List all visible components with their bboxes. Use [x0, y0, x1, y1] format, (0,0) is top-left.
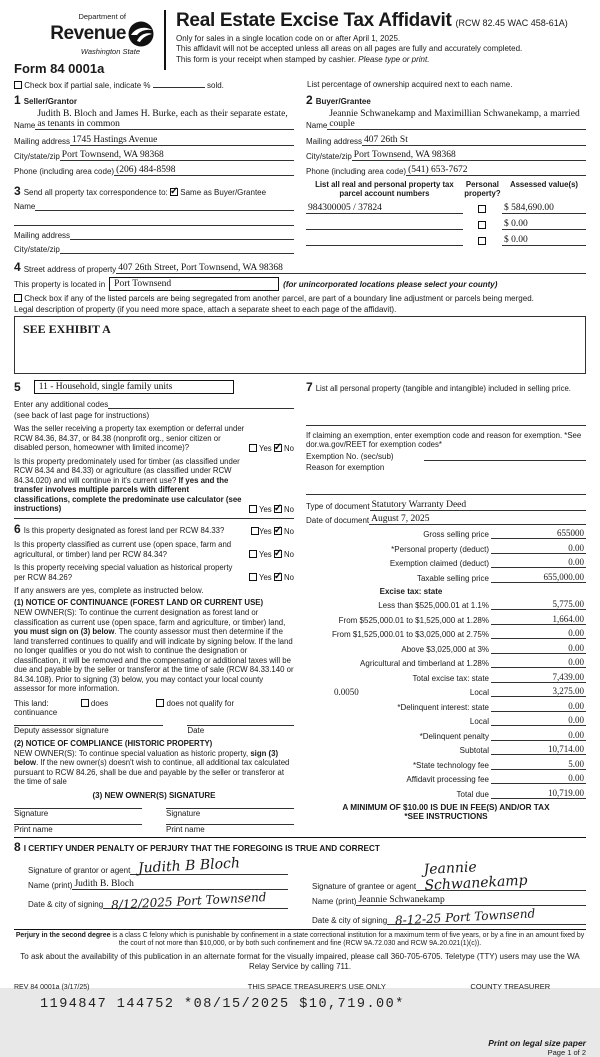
- header-note-1: Only for sales in a single location code on or after April 1, 2025.: [176, 33, 401, 43]
- total-due-input[interactable]: 10,719.00: [491, 788, 586, 799]
- personal-property-input[interactable]: [306, 425, 586, 426]
- s6-q2-no-checkbox[interactable]: [274, 550, 282, 558]
- affidavit-processing-fee-input[interactable]: 0.00: [491, 773, 586, 784]
- s6-question-2: Is this property classified as current use (open space, farm and agricultural, or timber) land per RCW 84.34?: [14, 540, 232, 559]
- does-checkbox[interactable]: [81, 699, 89, 707]
- subtotal-input[interactable]: 10,714.00: [491, 744, 586, 755]
- form-title: Real Estate Excise Tax Affidavit: [176, 10, 452, 31]
- seller-name-input[interactable]: Judith B. Bloch and James H. Burke, each as their separate estate, as tenants in common: [35, 109, 294, 130]
- grantee-signature-value: Jeannie Schwanekamp: [423, 858, 529, 894]
- form-header: [14, 8, 586, 76]
- treasurer-receipt-stamp: 1194847 144752 *08/15/2025 $10,719.00*: [40, 996, 405, 1012]
- section-seller: 1 Seller/Grantor Name Judith B. Bloch and James H. Burke, each as their separate estate, as tenants in common Mailing address 1745 Hastings Avenue City/state/zip Port Townsend, WA 98368 Phone (including area code) (206) 484-8598 3 Send all property tax correspondence to: ✓ Same as Buyer/Grantee Name Mailing address City/state/zip: [14, 93, 294, 254]
- land-qualify-row: This land: does does not qualify for: [14, 698, 235, 708]
- does-not-checkbox[interactable]: [156, 699, 164, 707]
- s5-q2-no-checkbox[interactable]: [274, 505, 282, 513]
- washington-state-label: Washington State: [80, 47, 140, 56]
- s5-question-2: Is this property predominately used for timber (as classified under RCW 84.34 and 84.33) or agriculture (as classified under RCW 84.34.020) and will continue in it's current use? If yes and the transfer involves multiple parcels with different classifications, complete the predominate use calculator (see instructions): [14, 456, 242, 513]
- legal-description-label: Legal description of property (if you need more space, attach a separate sheet to each page of the affidavit).: [14, 305, 397, 314]
- partial-sale-label: Check box if partial sale, indicate %: [24, 81, 151, 90]
- s6-question-1: 6 Is this property designated as forest land per RCW 84.33?: [14, 521, 225, 536]
- s6-q1-no-checkbox[interactable]: [274, 527, 282, 535]
- personal-property-deduct-input[interactable]: 0.00: [491, 543, 586, 554]
- tier4-tax-input[interactable]: 0.00: [491, 643, 586, 654]
- tier2-tax-input[interactable]: 1,664.00: [491, 614, 586, 625]
- document-date-input[interactable]: August 7, 2025: [369, 514, 586, 525]
- header-divider: [164, 10, 166, 70]
- header-note-2: This affidavit will not be accepted unless all areas on all pages are fully and accurately completed.: [176, 44, 523, 53]
- buyer-title: Buyer/Grantee: [315, 97, 371, 106]
- print-legal-note: Print on legal size paper: [488, 1037, 586, 1048]
- section-certify: 8 I CERTIFY UNDER PENALTY OF PERJURY THAT THE FOREGOING IS TRUE AND CORRECT: [14, 839, 380, 854]
- parcel-number-input[interactable]: [306, 237, 463, 246]
- grantee-date-city-input[interactable]: [387, 905, 586, 928]
- assessed-value-input[interactable]: $ 584,690.00: [502, 203, 586, 214]
- gross-selling-price-input[interactable]: 655000: [491, 528, 586, 539]
- delinquent-interest-local-input[interactable]: 0.00: [491, 715, 586, 726]
- state-technology-fee-input[interactable]: 5.00: [491, 759, 586, 770]
- same-as-buyer-checkbox[interactable]: [170, 188, 178, 196]
- land-use-code-select[interactable]: 11 - Household, single family units: [34, 380, 234, 394]
- s7-intro: 7 List all personal property (tangible and intangible) included in selling price.: [306, 380, 571, 394]
- partial-sale-row: Check box if partial sale, indicate % sold.: [14, 80, 293, 90]
- tier3-tax-input[interactable]: 0.00: [491, 628, 586, 639]
- delinquent-penalty-input[interactable]: 0.00: [491, 730, 586, 741]
- seller-phone-input[interactable]: (206) 484-8598: [114, 165, 294, 176]
- section-correspondence: 3 Send all property tax correspondence to: ✓ Same as Buyer/Grantee: [14, 184, 294, 198]
- rev-form-id: REV 84 0001a (3/17/25): [14, 983, 90, 991]
- s6-q1-yes-checkbox[interactable]: [251, 527, 259, 535]
- see-instructions-note: *SEE INSTRUCTIONS: [404, 811, 488, 821]
- assessed-value-input[interactable]: $ 0.00: [502, 235, 586, 246]
- grantor-signature-input[interactable]: [130, 854, 288, 877]
- parcel-table-header: List all real and personal property tax parcel account numbers Personal property? Assessed value(s): [315, 180, 579, 198]
- grantee-date-city-value: 8-12-25 Port Townsend: [394, 905, 536, 928]
- s5-question-1: Was the seller receiving a property tax exemption or deferral under RCW 84.36, 84.37, or 84.38 (nonprofit org., senior citizen or disabled person, homeowner with limited income)?: [14, 424, 245, 452]
- tier1-tax-input[interactable]: 5,775.00: [491, 599, 586, 610]
- seller-title: Seller/Grantor: [23, 97, 78, 106]
- s6-q2-yes-checkbox[interactable]: [249, 550, 257, 558]
- grantor-signature-value: Judith B Bloch: [137, 854, 241, 877]
- grantee-signature-input[interactable]: [416, 858, 586, 894]
- buyer-name-input[interactable]: Jeannie Schwanekamp and Maximillian Schwanekamp, a married couple: [327, 109, 586, 130]
- buyer-mailing-input[interactable]: 407 26th St: [362, 135, 586, 146]
- legal-description-value: SEE EXHIBIT A: [23, 322, 111, 336]
- grantor-date-city-input[interactable]: [103, 889, 288, 912]
- right-lower-column: 7 List all personal property (tangible and intangible) included in selling price. If claiming an exemption, enter exemption code and reason for exemption. *See dor.wa.gov/REET for exemption codes* Exemption No. (sec/sub) Reason for exemption Type of document Statutory Warranty Deed Date of document August 7, 2025 Gross selling price 655000 *Personal property (deduct) 0.00 Exemption claimed (deduct) 0.00 Taxable selling price 655,000.00 Excise tax: state Less than $525,000.01 at 1.1% 5,775.00 From $525,000.01 to $1,525,000 at 1.28% 1,664.00 From $1,525,000.01 to $3,025,000 at 2.75% 0.00 Above $3,025,000 at 3% 0.00 Agricultural and timberland at 1.28% 0.00 Total excise tax: state 7,439.00 0.0050 Local 3,275.00 *Delinquent interest: state 0.00 Local 0.00 *Delinquent penalty 0.00 Subtotal 10,714.00 *State technology fee 5.00 Affidavit processing fee 0.00 Total due 10,719.00 A MINIMUM OF $10.00 IS DUE IN FEE(S) AND/OR TAX *SEE INSTRUCTIONS: [306, 380, 584, 821]
- rcw-code: (RCW 82.45 WAC 458-61A): [455, 18, 568, 28]
- dor-logo-block: [14, 8, 154, 76]
- personal-property-checkbox[interactable]: [478, 237, 486, 245]
- personal-property-checkbox[interactable]: [478, 221, 486, 229]
- personal-property-checkbox[interactable]: [478, 205, 486, 213]
- seller-mailing-input[interactable]: 1745 Hastings Avenue: [70, 135, 294, 146]
- document-type-input[interactable]: Statutory Warranty Deed: [370, 500, 586, 511]
- local-rate-value: 0.0050: [334, 687, 359, 698]
- certify-title: I CERTIFY UNDER PENALTY OF PERJURY THAT THE FOREGOING IS TRUE AND CORRECT: [23, 843, 380, 853]
- s6-question-3: Is this property receiving special valuation as historical property per RCW 84.26?: [14, 563, 233, 582]
- delinquent-interest-state-input[interactable]: 0.00: [491, 701, 586, 712]
- notice-continuance-title: (1) NOTICE OF CONTINUANCE (FOREST LAND OR CURRENT USE): [14, 598, 264, 608]
- additional-codes-input[interactable]: [108, 400, 294, 409]
- exemption-note: If claiming an exemption, enter exemption code and reason for exemption. *See dor.wa.gov/REET for exemption codes*: [306, 430, 582, 450]
- grantee-print-name-input[interactable]: Jeannie Schwanekamp: [356, 895, 586, 906]
- segregated-checkbox[interactable]: [14, 294, 22, 302]
- legal-description-box[interactable]: [14, 316, 586, 374]
- partial-sale-percent-input[interactable]: [153, 80, 205, 88]
- unincorporated-note: (for unincorporated locations please select your county): [283, 279, 498, 289]
- county-treasurer-label: COUNTY TREASURER: [470, 981, 551, 991]
- correspondence-city-input[interactable]: [60, 245, 294, 254]
- notice-continuance-body: NEW OWNER(S): To continue the current designation as forest land or classification as current use (open space, farm and agriculture, or timber) land, you must sign on (3) below. The county assessor must then determine if the land transferred continues to qualify and will indicate by signing below. If the land no longer qualifies or you do not wish to continue the designation or classification, it will be removed and the compensating or additional taxes will be due and payable by the seller or transferor at the time of sale (RCW 84.33.140 or 84.34.108). Prior to signing (3) below, you may contact your local county assessor for more information.: [14, 608, 294, 694]
- new-owners-signature-title: (3) NEW OWNER(S) SIGNATURE: [92, 790, 216, 800]
- buyer-phone-input[interactable]: (541) 653-7672: [406, 165, 586, 176]
- correspondence-mailing-input[interactable]: [70, 231, 294, 240]
- exemption-reason-input[interactable]: [306, 494, 586, 495]
- left-lower-column: 5 11 - Household, single family units Enter any additional codes (see back of last page for instructions) Was the seller receiving a property tax exemption or deferral under RCW 84.36, 84.37, or 84.38 (nonprofit org., senior citizen or disabled person, homeowner with limited income)? Yes ✓ No Is this property predominately used for timber (as classified under RCW 84.34 and 84.33) or agriculture (as classified under RCW 84.34.020) and will continue in it's current use? If yes and the transfer involves multiple parcels with different classifications, complete the predominate use calculator (see instructions) Yes ✓ No 6 Is this property designated as forest land per RCW 84.33? Yes ✓ No Is this property classified as current use (open space, farm and agricultural, or timber) land per RCW 84.34? Yes ✓ No Is this property receiving special valuation as historical property per RCW 84.26? Yes ✓ No If any answers are yes, complete as instructed below. (1) NOTICE OF CONTINUANCE (FOREST LAND OR CURRENT USE) NEW OWNER(S): To continue the current designation as forest land or classification as current use (open space, farm and agriculture, or timber) land, you must sign on (3) below. The county assessor must then determine if the land transferred continues to qualify and will indicate by signing below. If the land no longer qualifies or you do not wish to continue the designation or classification, it will be removed and the compensating or additional taxes will be due and payable by the seller or transferor at the time of sale (RCW 84.33.140 or 84.34.108). Prior to signing (3) below, you may contact your local county assessor for more information. This land: does does not qualify for continuance Deputy assessor signature Date (2) NOTICE OF COMPLIANCE (HISTORIC PROPERTY) NEW OWNER(S): To continue special valuation as historic property, sign (3) below. If the new owner(s) doesn't wish to continue, all additional tax calculated pursuant to RCW 84.26, shall be due and payable by the seller or transferor at the time of sale (3) NEW OWNER(S) SIGNATURE Signature Signature Print name Print name: [14, 380, 294, 834]
- excise-tax-state-header: Excise tax: state: [379, 586, 443, 596]
- s5-q1-yes-checkbox[interactable]: [249, 444, 257, 452]
- s5-q1-no-checkbox[interactable]: [274, 444, 282, 452]
- tty-note: To ask about the availability of this publication in an alternate format for the visually impaired, please call 360-705-6705. Teletype (TTY) users may use the WA Relay Service by calling 711.: [20, 951, 580, 971]
- grantor-date-city-value: 8/12/2025 Port Townsend: [110, 889, 267, 912]
- section-buyer: 2 Buyer/Grantee Name Jeannie Schwanekamp and Maximillian Schwanekamp, a married couple Mailing address 407 26th St City/state/zip Port Townsend, WA 98368 Phone (including area code) (541) 653-7672 List all real and personal property tax parcel account numbers Personal property? Assessed value(s) 984300005 / 37824 $ 584,690.00 $ 0.00 $ 0.00: [306, 93, 586, 254]
- total-excise-state-input[interactable]: 7,439.00: [491, 672, 586, 683]
- partial-sale-checkbox[interactable]: [14, 81, 22, 89]
- seller-city-input[interactable]: Port Townsend, WA 98368: [60, 150, 294, 161]
- form-number: Form 84 0001a: [14, 61, 105, 76]
- s6-q3-yes-checkbox[interactable]: [249, 573, 257, 581]
- dor-swoosh-logo-icon: [128, 21, 154, 47]
- revenue-wordmark: Revenue: [50, 23, 126, 44]
- dept-of-label: Department of: [78, 12, 126, 21]
- correspondence-name-input[interactable]: [35, 202, 294, 211]
- parcel-number-input[interactable]: 984300005 / 37824: [306, 203, 463, 214]
- taxable-selling-price-input[interactable]: 655,000.00: [491, 572, 586, 583]
- ownership-note: List percentage of ownership acquired next to each name.: [307, 80, 513, 89]
- minimum-due-note: A MINIMUM OF $10.00 IS DUE IN FEE(S) AND/OR TAX: [342, 802, 550, 812]
- notice-compliance-body: NEW OWNER(S): To continue special valuation as historic property, sign (3) below. If the new owner(s) doesn't wish to continue, all additional tax calculated pursuant to RCW 84.26, shall be due and payable by the seller or transferor at the time of sale: [14, 748, 290, 787]
- buyer-city-input[interactable]: Port Townsend, WA 98368: [352, 150, 586, 161]
- correspondence-name2-input[interactable]: [14, 217, 294, 226]
- treasurer-space-label: THIS SPACE TREASURER'S USE ONLY: [247, 981, 386, 991]
- section-property: 4 Street address of property 407 26th Street, Port Townsend, WA 98368 This property is located in Port Townsend (for unincorporated locations please select your county) Check box if any of the listed parcels are being segregated from another parcel, are part of a boundary line adjustment or parcels being merged. Legal description of property (if you need more space, attach a separate sheet to each page of the affidavit). SEE EXHIBIT A: [14, 260, 586, 374]
- exemption-no-input[interactable]: [424, 452, 586, 461]
- assessed-value-input[interactable]: $ 0.00: [502, 219, 586, 230]
- exemption-claimed-input[interactable]: 0.00: [491, 557, 586, 568]
- page-number: Page 1 of 2: [547, 1047, 586, 1057]
- located-in-select[interactable]: Port Townsend: [109, 277, 279, 291]
- local-tax-input[interactable]: 3,275.00: [491, 686, 586, 697]
- s6-note: If any answers are yes, complete as instructed below.: [14, 586, 204, 596]
- notice-compliance-title: (2) NOTICE OF COMPLIANCE (HISTORIC PROPERTY): [14, 738, 213, 748]
- reet-affidavit-form: Department of Revenue Washington State Form 84 0001a Real Estate Excise Tax Affidavit (RCW 82.45 WAC 458-61A) Only for sales in a single location code on or after April 1, 2025. This affidavit will not be accepted unless all areas on all pages are fully and accurately completed. This form is your receipt when stamped by cashier. Please type or print. Check box if partial sale, indicate % sold. List percentage of ownership acquired next to each name. 1 Seller/Grantor Name Judith B. Bloch and James H. Burke, each as their separate estate, as tenants in common Mailing address 1745 Hastings Avenue City/state/zip Port Townsend, WA 98368 Phone (including area code) (206) 484-8598 3 Send all property tax correspondence to: ✓ Same as Buyer/Grantee Name Mailing address City/state/zip 2 Buyer/Grantee Name Jeannie Schwanekamp and Maximillian Schwanekamp, a married couple Mailing address 407 26th St City/state/zip Port Townsend, WA 98368 Phone (including area code) (541) 653-7672 List all real and personal property tax parcel account numbers Personal property? Assessed value(s) 984300005 / 37824 $ 584,690.00 $ 0.00 $ 0.00 4 Street address of property 407 26th Street, Port Townsend, WA 98368 This property is located in Port Townsend (for unincorporated locations please select your county) Check box if any of the listed parcels are being segregated from another parcel, are part of a boundary line adjustment or parcels being merged. Legal description of property (if you need more space, attach a separate sheet to each page of the affidavit). SEE EXHIBIT A 5 11 - Household, single family units Enter any additional codes (see back of last page for instructions) Was the seller receiving a property tax exemption or deferral under RCW 84.36, 84.37, or 84.38 (nonprofit org., senior citizen or disabled person, homeowner with limited income)? Yes ✓ No Is this property predominately used for timber (as classified under RCW 84.34 and 84.33) or agriculture (as classified under RCW 84.34.020) and will continue in it's current use? If yes and the transfer involves multiple parcels with different classifications, complete the predominate use calculator (see instructions) Yes ✓ No 6 Is this property designated as forest land per RCW 84.33? Yes ✓ No Is this property classified as current use (open space, farm and agricultural, or timber) land per RCW 84.34? Yes ✓ No Is this property receiving special valuation as historical property per RCW 84.26? Yes ✓ No If any answers are yes, complete as instructed below. (1) NOTICE OF CONTINUANCE (FOREST LAND OR CURRENT USE) NEW OWNER(S): To continue the current designation as forest land or classification as current use (open space, farm and agriculture, or timber) land, you must sign on (3) below. The county assessor must then determine if the land transferred continues to qualify and will indicate by signing below. If the land no longer qualifies or you do not wish to continue the designation or classification, it will be removed and the compensating or additional taxes will be due and payable by the seller or transferor at the time of sale (RCW 84.33.140 or 84.34.108). Prior to signing (3) below, you may contact your local county assessor for more information. This land: does does not qualify for continuance Deputy assessor signature Date (2) NOTICE OF COMPLIANCE (HISTORIC PROPERTY) NEW OWNER(S): To continue special valuation as historic property, sign (3) below. If the new owner(s) doesn't wish to continue, all additional tax calculated pursuant to RCW 84.26, shall be due and payable by the seller or transferor at the time of sale (3) NEW OWNER(S) SIGNATURE Signature Signature Print name Print name 7 List all personal property (tangible and intangible) included in selling price. If claiming an exemption, enter exemption code and reason for exemption. *See dor.wa.gov/REET for exemption codes* Exemption No. (sec/sub) Reason for exemption Type of document Statutory Warranty Deed Date of document August 7, 2025 Gross selling price 655000 *Personal property (deduct) 0.00 Exemption claimed (deduct) 0.00 Taxable selling price 655,000.00 Excise tax: state Less than $525,000.01 at 1.1% 5,775.00 From $525,000.01 to $1,525,000 at 1.28% 1,664.00 From $1,525,000.01 to $3,025,000 at 2.75% 0.00 Above $3,025,000 at 3% 0.00 Agricultural and timberland at 1.28% 0.00 Total excise tax: state 7,439.00 0.0050 Local 3,275.00 *Delinquent interest: state 0.00 Local 0.00 *Delinquent penalty 0.00 Subtotal 10,714.00 *State technology fee 5.00 Affidavit processing fee 0.00 Total due 10,719.00 A MINIMUM OF $10.00 IS DUE IN FEE(S) AND/OR TAX *SEE INSTRUCTIONS 8 I CERTIFY UNDER PENALTY OF PERJURY THAT THE FOREGOING IS TRUE AND CORRECT Signature of grantor or agent Judith B Bloch Name (print) Judith B. Bloch Date & city of signing 8/12/2025 Port Townsend Signature of grantee or agent Jeannie Schwanekamp Name (print) Jeannie Schwanekamp Date & city of signing 8-12-25 Port Townsend Perjury in the second degree is a class C felony which is punishable by confinement in a state correctional institution for a maximum term of five years, or by a fine in an amount fixed by the court of not more than $10,000, or by both such confinement and fine (RCW 9A.72.030 and RCW 9A.20.021(1)(c)). To ask about the availability of this publication in an alternate format for the visually impaired, please call 360-705-6705. Teletype (TTY) users may use the WA Relay Service by calling 711. REV 84 0001a (3/17/25) THIS SPACE TREASURER'S USE ONLY COUNTY TREASURER 1194847 144752 *08/15/2025 $10,719.00* Print on legal size paper Page 1 of 2: [0, 0, 600, 988]
- parcel-row: [306, 219, 586, 230]
- grantor-print-name-input[interactable]: Judith B. Bloch: [72, 879, 288, 890]
- s5-q2-yes-checkbox[interactable]: [249, 505, 257, 513]
- same-as-buyer-label: Same as Buyer/Grantee: [180, 188, 267, 197]
- street-address-input[interactable]: 407 26th Street, Port Townsend, WA 98368: [116, 263, 586, 274]
- s6-q3-no-checkbox[interactable]: [274, 573, 282, 581]
- parcel-number-input[interactable]: [306, 221, 463, 230]
- header-note-3: This form is your receipt when stamped by cashier. Please type or print.: [176, 54, 430, 64]
- perjury-note: Perjury in the second degree is a class C felony which is punishable by confinement in a state correctional institution for a maximum term of five years, or by a fine in an amount fixed by the court of not more than $10,000, or by both such confinement and fine (RCW 9A.72.030 and RCW 9A.20.021(1)(c)).: [15, 931, 585, 948]
- parcel-row: [306, 235, 586, 246]
- agricultural-tax-input[interactable]: 0.00: [491, 657, 586, 668]
- parcel-row: [306, 203, 586, 214]
